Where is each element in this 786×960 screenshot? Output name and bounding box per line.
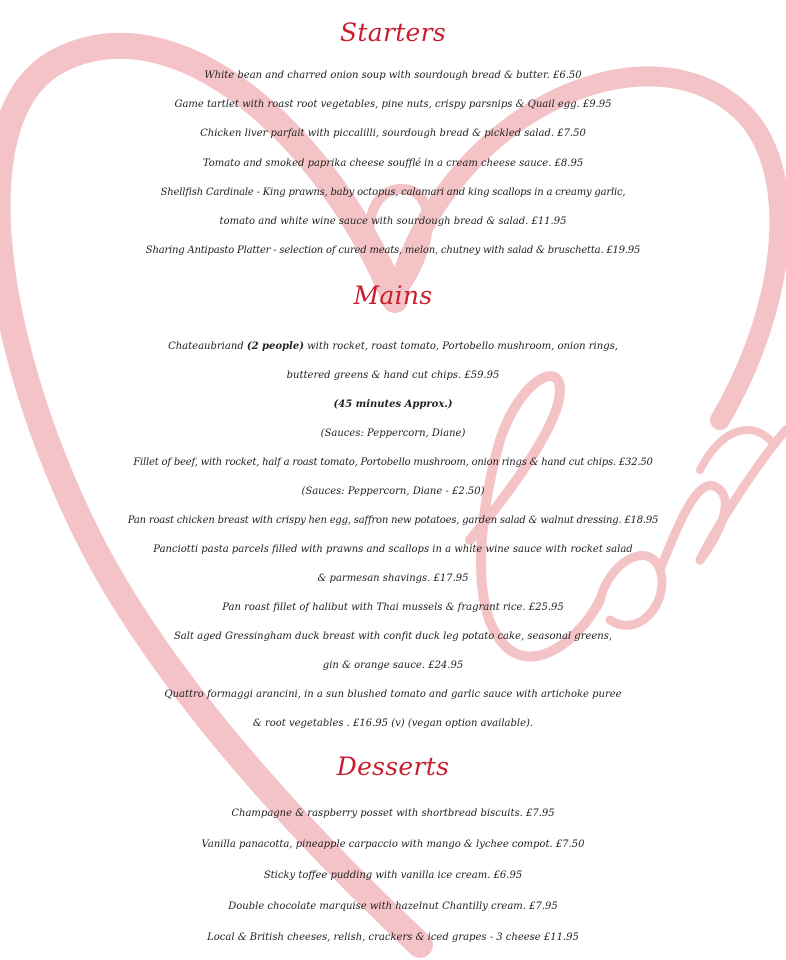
menu-item: & parmesan shavings. £17.95 xyxy=(317,573,469,584)
item-text: Chateaubriand xyxy=(168,341,247,352)
menu-item: Sticky toffee pudding with vanilla ice cream. £6.95 xyxy=(263,870,523,881)
menu-item: Pan roast chicken breast with crispy hen egg, saffron new potatoes, garden salad & walnut dressing. £18.95 xyxy=(127,515,659,526)
menu-item: Panciotti pasta parcels filled with prawns and scallops in a white wine sauce with rocket salad xyxy=(153,544,633,555)
desserts-heading: Desserts xyxy=(336,752,450,781)
menu-item: White bean and charred onion soup with sourdough bread & butter. £6.50 xyxy=(204,70,582,81)
menu-item: Fillet of beef, with rocket, half a roast tomato, Portobello mushroom, onion rings & hand cut chips. £32.50 xyxy=(133,457,653,468)
menu-item: gin & orange sauce. £24.95 xyxy=(322,660,464,671)
menu-item: buttered greens & hand cut chips. £59.95 xyxy=(286,370,500,381)
menu-item: Game tartlet with roast root vegetables, pine nuts, crispy parsnips & Quail egg. £9.95 xyxy=(174,99,612,110)
menu-item: Pan roast fillet of halibut with Thai mussels & fragrant rice. £25.95 xyxy=(222,602,564,613)
menu-note-bold: (45 minutes Approx.) xyxy=(333,399,453,410)
menu-item: & root vegetables . £16.95 (v) (vegan option available). xyxy=(252,718,534,729)
starters-heading: Starters xyxy=(339,18,447,47)
menu-item: Tomato and smoked paprika cheese soufflé in a cream cheese sauce. £8.95 xyxy=(202,158,584,169)
menu-item: Shellfish Cardinale - King prawns, baby octopus, calamari and king scallops in a creamy garlic, xyxy=(160,187,626,198)
menu-note: (Sauces: Peppercorn, Diane) xyxy=(320,428,466,439)
menu-item: Quattro formaggi arancini, in a sun blushed tomato and garlic sauce with artichoke puree xyxy=(164,689,622,700)
menu-item: Sharing Antipasto Platter - selection of cured meats, melon, chutney with salad & bruschetta. £19.95 xyxy=(145,245,641,256)
menu-item: Double chocolate marquise with hazelnut Chantilly cream. £7.95 xyxy=(228,901,558,912)
item-bold-note: (2 people) xyxy=(246,341,304,352)
menu-item-chateaubriand xyxy=(0,337,786,357)
item-text: with rocket, roast tomato, Portobello mushroom, onion rings, xyxy=(303,341,618,352)
menu-item: Local & British cheeses, relish, crackers & iced grapes - 3 cheese £11.95 xyxy=(207,932,579,943)
menu-item: Chicken liver parfait with piccalilli, sourdough bread & pickled salad. £7.50 xyxy=(200,128,586,139)
menu-note: (Sauces: Peppercorn, Diane - £2.50) xyxy=(301,486,485,497)
mains-heading: Mains xyxy=(353,281,433,310)
menu-item: Salt aged Gressingham duck breast with confit duck leg potato cake, seasonal greens, xyxy=(173,631,613,642)
menu-item: tomato and white wine sauce with sourdough bread & salad. £11.95 xyxy=(219,216,567,227)
menu-item: Vanilla panacotta, pineapple carpaccio with mango & lychee compot. £7.50 xyxy=(201,839,585,850)
menu-item: Champagne & raspberry posset with shortbread biscuits. £7.95 xyxy=(231,808,555,819)
